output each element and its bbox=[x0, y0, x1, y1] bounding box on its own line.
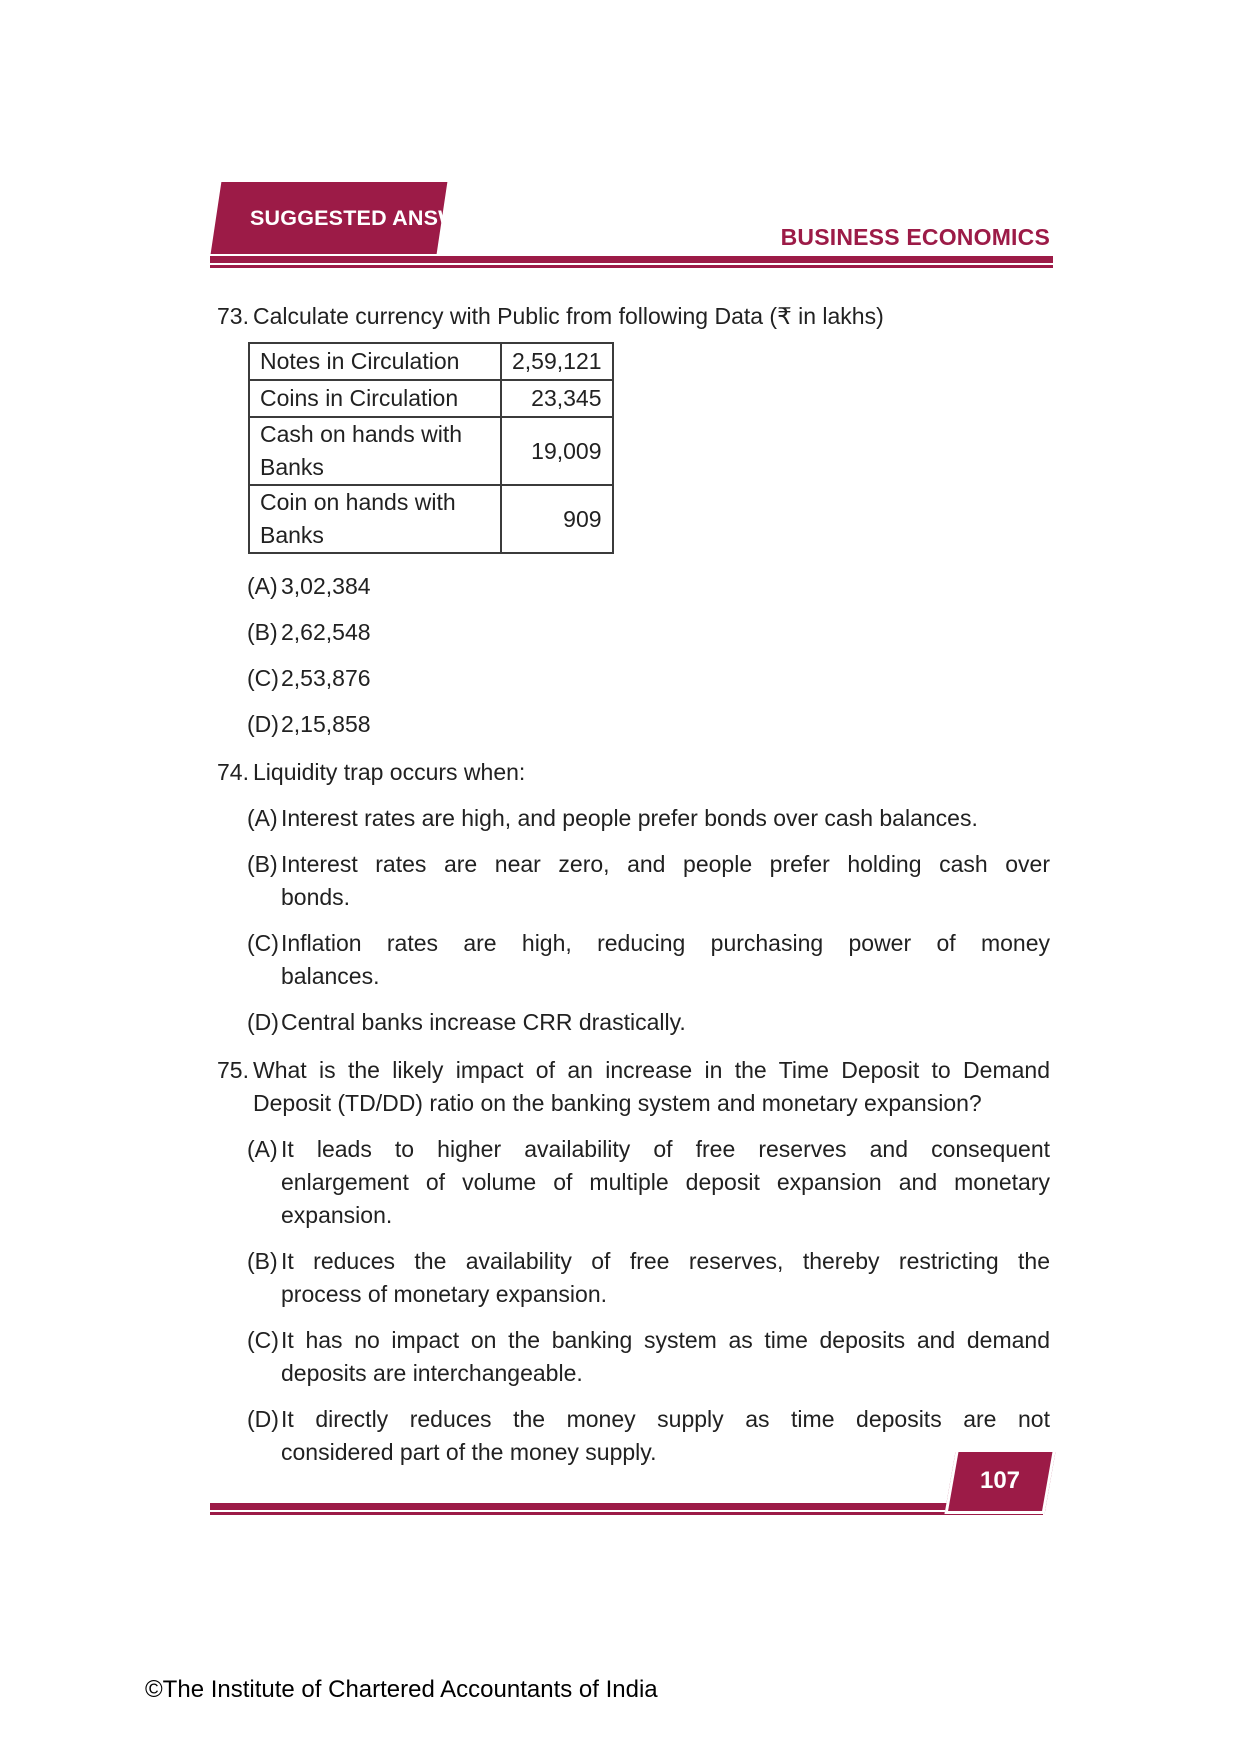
option-label: (D) bbox=[247, 1406, 279, 1432]
question-head bbox=[217, 300, 1050, 333]
question-head bbox=[217, 756, 1050, 789]
option-text-line: It reduces the availability of free reserves, thereby restricting the bbox=[281, 1248, 1050, 1274]
option-c bbox=[247, 662, 1050, 695]
copyright-text: ©The Institute of Chartered Accountants of India bbox=[145, 1676, 658, 1703]
option-label: (A) bbox=[247, 1136, 278, 1162]
option-label: (B) bbox=[247, 619, 278, 645]
option-text bbox=[281, 1133, 1050, 1232]
question-text-line: Deposit (TD/DD) ratio on the banking system and monetary expansion? bbox=[253, 1090, 982, 1116]
table-row bbox=[249, 380, 613, 417]
header-rule-thick bbox=[210, 256, 1053, 263]
option-text-line: balances. bbox=[281, 963, 380, 989]
option-label: (A) bbox=[247, 573, 278, 599]
page-number: 107 bbox=[979, 1467, 1021, 1494]
question-head bbox=[217, 1054, 1050, 1120]
question-73 bbox=[217, 300, 1050, 741]
option-text bbox=[281, 570, 1050, 603]
option-text-line: enlargement of volume of multiple deposit expansion and monetary bbox=[281, 1169, 1050, 1195]
question-text-line: What is the likely impact of an increase in the Time Deposit to Demand bbox=[253, 1057, 1050, 1083]
option-d bbox=[247, 1403, 1050, 1469]
question-number: 74. bbox=[217, 759, 249, 785]
footer-rule-thin bbox=[210, 1512, 1043, 1515]
option-text bbox=[281, 927, 1050, 993]
options bbox=[217, 1133, 1050, 1469]
option-text bbox=[281, 802, 1050, 835]
subject-title: BUSINESS ECONOMICS bbox=[780, 224, 1050, 250]
question-text bbox=[253, 756, 1050, 789]
option-label: (A) bbox=[247, 805, 278, 831]
option-b bbox=[247, 848, 1050, 914]
option-text bbox=[281, 616, 1050, 649]
option-a bbox=[247, 570, 1050, 603]
table-cell-value: 23,345 bbox=[501, 380, 613, 417]
option-b bbox=[247, 1245, 1050, 1311]
option-text-line: expansion. bbox=[281, 1202, 393, 1228]
option-text bbox=[281, 1006, 1050, 1039]
question-number: 75. bbox=[217, 1057, 249, 1083]
option-text-line: It leads to higher availability of free reserves and consequent bbox=[281, 1136, 1050, 1162]
option-text-line: deposits are interchangeable. bbox=[281, 1360, 583, 1386]
option-text-line: 2,15,858 bbox=[281, 711, 371, 737]
option-label: (B) bbox=[247, 851, 278, 877]
table-cell-label: Cash on hands with Banks bbox=[249, 417, 501, 485]
options bbox=[217, 570, 1050, 741]
table-cell-label: Notes in Circulation bbox=[249, 343, 501, 380]
table-row bbox=[249, 417, 613, 485]
option-c bbox=[247, 1324, 1050, 1390]
option-text-line: 3,02,384 bbox=[281, 573, 371, 599]
option-text-line: Interest rates are high, and people prefer bonds over cash balances. bbox=[281, 805, 978, 831]
table-cell-label: Coin on hands with Banks bbox=[249, 485, 501, 553]
option-text-line: Inflation rates are high, reducing purchasing power of money bbox=[281, 930, 1050, 956]
table-cell-value: 909 bbox=[501, 485, 613, 553]
option-label: (D) bbox=[247, 1009, 279, 1035]
data-table bbox=[248, 342, 614, 554]
table-cell-label: Coins in Circulation bbox=[249, 380, 501, 417]
option-label: (B) bbox=[247, 1248, 278, 1274]
option-label: (C) bbox=[247, 1327, 279, 1353]
question-75 bbox=[217, 1054, 1050, 1469]
option-text-line: process of monetary expansion. bbox=[281, 1281, 608, 1307]
question-text bbox=[253, 300, 1050, 333]
option-d bbox=[247, 708, 1050, 741]
option-text-line: considered part of the money supply. bbox=[281, 1439, 657, 1465]
table-row bbox=[249, 343, 613, 380]
option-a bbox=[247, 802, 1050, 835]
question-number: 73. bbox=[217, 303, 249, 329]
header-rule-thin bbox=[210, 265, 1053, 268]
footer-rule-thick bbox=[210, 1503, 1043, 1510]
question-text bbox=[253, 1054, 1050, 1120]
option-text-line: It has no impact on the banking system as time deposits and demand bbox=[281, 1327, 1050, 1353]
option-text bbox=[281, 1324, 1050, 1390]
banner-title: SUGGESTED ANSWER bbox=[250, 206, 489, 230]
page-number-badge bbox=[950, 1452, 1050, 1514]
option-text-line: Interest rates are near zero, and people prefer holding cash over bbox=[281, 851, 1050, 877]
option-label: (D) bbox=[247, 711, 279, 737]
question-text-line: Liquidity trap occurs when: bbox=[253, 759, 526, 785]
option-text-line: Central banks increase CRR drastically. bbox=[281, 1009, 686, 1035]
option-text-line: It directly reduces the money supply as time deposits are not bbox=[281, 1406, 1050, 1432]
table-cell-value: 19,009 bbox=[501, 417, 613, 485]
option-label: (C) bbox=[247, 930, 279, 956]
question-74 bbox=[217, 756, 1050, 1039]
question-list bbox=[217, 300, 1050, 1469]
suggested-answer-banner bbox=[216, 182, 489, 254]
option-text bbox=[281, 1245, 1050, 1311]
table-cell-value: 2,59,121 bbox=[501, 343, 613, 380]
option-d bbox=[247, 1006, 1050, 1039]
option-a bbox=[247, 1133, 1050, 1232]
option-text-line: 2,62,548 bbox=[281, 619, 371, 645]
option-text-line: 2,53,876 bbox=[281, 665, 371, 691]
option-b bbox=[247, 616, 1050, 649]
options bbox=[217, 802, 1050, 1039]
option-text-line: bonds. bbox=[281, 884, 351, 910]
option-text bbox=[281, 662, 1050, 695]
option-label: (C) bbox=[247, 665, 279, 691]
option-text bbox=[281, 708, 1050, 741]
table-row bbox=[249, 485, 613, 553]
option-c bbox=[247, 927, 1050, 993]
option-text bbox=[281, 1403, 1050, 1469]
option-text bbox=[281, 848, 1050, 914]
question-text-line: Calculate currency with Public from following Data (₹ in lakhs) bbox=[253, 303, 884, 329]
